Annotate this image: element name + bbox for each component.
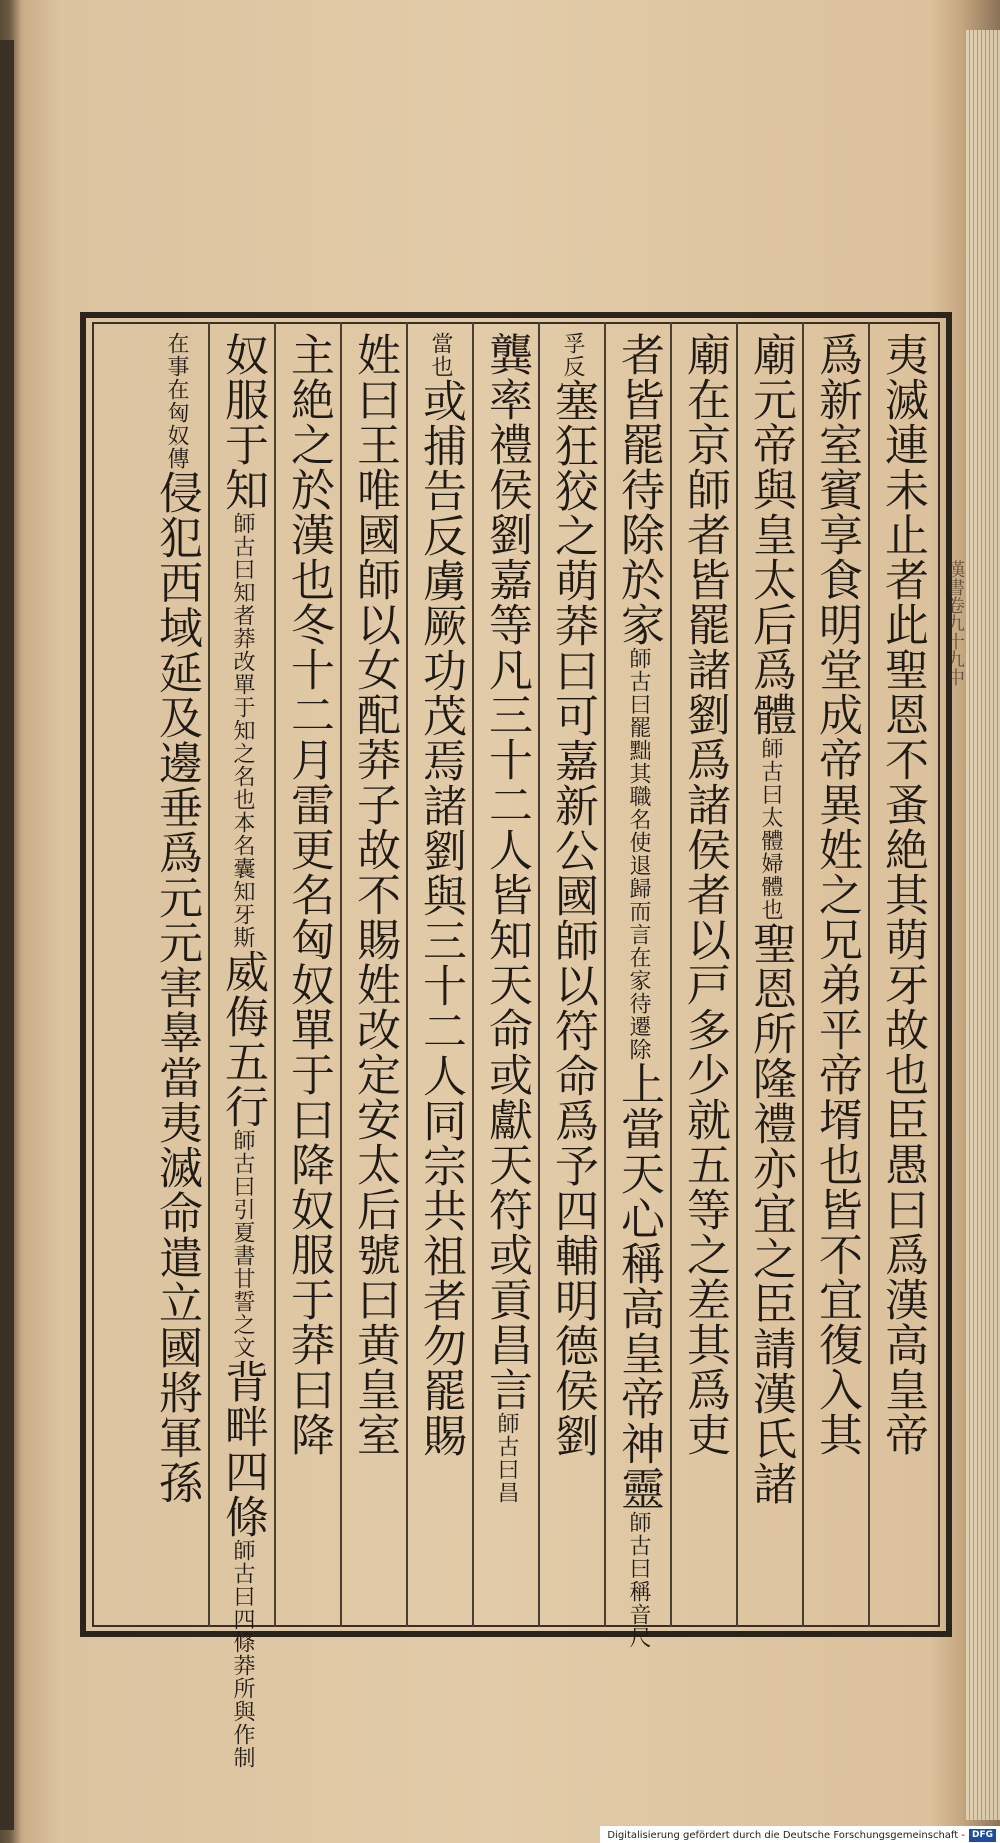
main-text: 姓曰王唯國師以女配莽子故不賜姓改定安太后號曰黄皇室 (349, 332, 400, 1457)
main-text: 者皆罷待除於家 (613, 332, 664, 647)
text-column-3 (740, 332, 800, 1622)
main-text: 廟在京師者皆罷諸劉爲諸侯者以戸多少就五等之差其爲吏 (679, 332, 730, 1457)
main-text: 龔率禮侯劉嘉等凡三十二人皆知天命或獻天符或貢昌言 (481, 332, 532, 1412)
digitization-footer (600, 1826, 1000, 1843)
main-text: 爲新室賓享食明堂成帝異姓之兄弟平帝壻也皆不宜復入其 (811, 332, 862, 1457)
text-column-9 (344, 332, 404, 1622)
text-column-11 (212, 332, 272, 1769)
main-text: 塞狂狡之萌莽曰可嘉新公國師以符命爲予四輔明德侯劉 (547, 378, 598, 1458)
column-rule (406, 322, 408, 1627)
commentary-note: 師古曰稱音尺 (626, 1511, 651, 1649)
text-column-10 (278, 332, 338, 1622)
main-text: 夷滅連未止者此聖恩不蚤絶其萌牙故也臣愚曰爲漢高皇帝 (877, 332, 928, 1457)
main-text: 主絶之於漢也冬十二月雷更名匈奴單于曰降奴服于莽曰降 (283, 332, 334, 1457)
column-rule (736, 322, 738, 1627)
commentary-note: 師古曰四條莽所與作制 (230, 1539, 255, 1769)
page-stack-edges (966, 30, 1000, 1820)
main-text: 廟元帝與皇太后爲體 (745, 332, 796, 737)
column-rule (802, 322, 804, 1627)
commentary-note: 孚反 (560, 332, 585, 378)
left-page-edge (0, 40, 14, 1830)
column-rule (472, 322, 474, 1627)
commentary-note: 師古曰太體婦體也 (758, 737, 783, 921)
commentary-note: 在事在匈奴傳 (164, 332, 189, 470)
column-rule (208, 322, 210, 1627)
text-column-1 (872, 332, 932, 1622)
commentary-note: 當也 (428, 332, 453, 378)
text-column-8 (410, 332, 470, 1622)
commentary-note: 師古曰昌 (494, 1412, 519, 1504)
column-rule (604, 322, 606, 1627)
text-column-6 (542, 332, 602, 1622)
footer-credit: Digitalisierung gefördert durch die Deutsche Forschungsgemeinschaft - (607, 1829, 965, 1841)
text-column-4 (674, 332, 734, 1622)
commentary-note: 師古曰罷黜其職名使退歸而言在家待遷除 (626, 647, 651, 1061)
commentary-note: 師古曰知者莽改單于知之名也本名囊知牙斯 (230, 512, 255, 949)
column-rule (340, 322, 342, 1627)
text-column-2 (806, 332, 866, 1622)
main-text: 聖恩所隆禮亦宜之臣請漢氏諸 (745, 921, 796, 1506)
column-rule (868, 322, 870, 1627)
main-text: 或捕告反虜厥功茂焉諸劉與三十二人同宗共祖者勿罷賜 (415, 378, 466, 1458)
main-text: 上當天心稱高皇帝神靈 (613, 1061, 664, 1511)
main-text: 侵犯西域延及邊垂爲元元害辠當夷滅命遣立國將軍孫 (151, 470, 202, 1505)
margin-title: 漢書卷九十九中 (944, 560, 965, 686)
column-rule (670, 322, 672, 1627)
text-column-5 (608, 332, 668, 1649)
column-rule (274, 322, 276, 1627)
column-rule (538, 322, 540, 1627)
text-column-7 (476, 332, 536, 1622)
text-column-12 (146, 332, 206, 1622)
main-text: 奴服于知 (217, 332, 268, 512)
dfg-logo: DFG (969, 1829, 996, 1842)
main-text: 威侮五行 (217, 949, 268, 1129)
commentary-note: 師古曰引夏書甘誓之文 (230, 1129, 255, 1359)
main-text: 背畔四條 (217, 1359, 268, 1539)
